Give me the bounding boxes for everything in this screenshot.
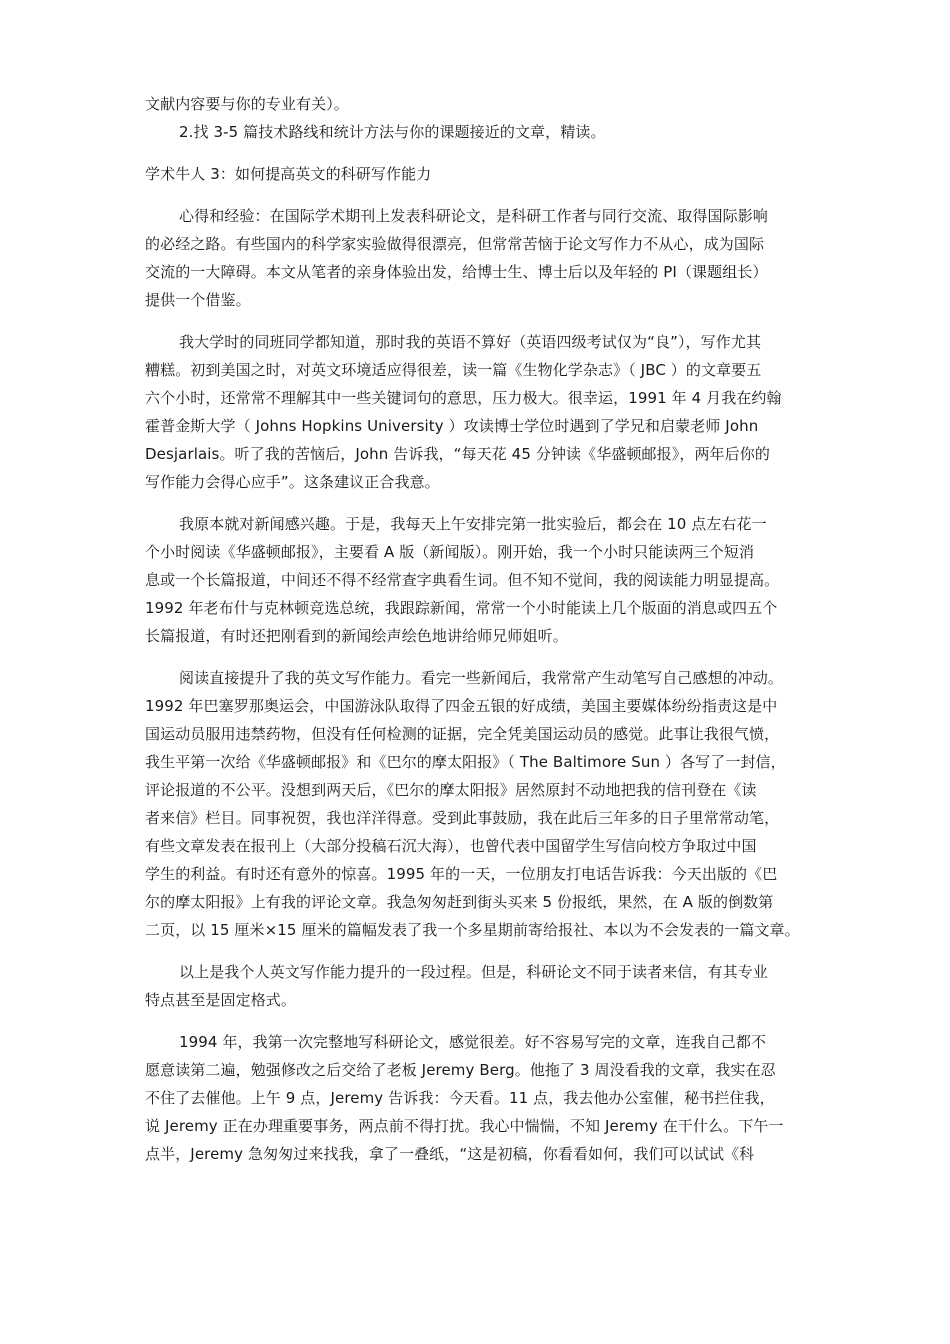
- text-line: 的必经之路。有些国内的科学家实验做得很漂亮，但常常苦恼于论文写作力不从心，成为国际: [145, 235, 765, 253]
- paragraph-gap: [145, 318, 811, 332]
- text-line: 学生的利益。有时还有意外的惊喜。1995 年的一天，一位朋友打电话告诉我：今天出版的《巴: [145, 865, 778, 883]
- text-line: Desjarlais。听了我的苦恼后，John 告诉我，“每天花 45 分钟读《华盛顿邮报》，两年后你的: [145, 445, 770, 463]
- text-line: 长篇报道，有时还把刚看到的新闻绘声绘色地讲给师兄师姐听。: [145, 627, 568, 645]
- paragraph-gap: [145, 500, 811, 514]
- document-page: [145, 94, 811, 1172]
- paragraph-gap: [145, 1018, 811, 1032]
- paragraph-gap: [145, 654, 811, 668]
- text-line: 点半，Jeremy 急匆匆过来找我，拿了一叠纸，“这是初稿，你看看如何，我们可以试试《科: [145, 1145, 755, 1163]
- section-heading: 学术牛人 3：如何提高英文的科研写作能力: [145, 165, 432, 183]
- paragraph-gap: [145, 150, 811, 164]
- text-line: 息或一个长篇报道，中间还不得不经常查字典看生词。但不知不觉间，我的阅读能力明显提高。: [145, 571, 780, 589]
- paragraph-gap: [145, 192, 811, 206]
- text-line: 二页，以 15 厘米×15 厘米的篇幅发表了我一个多星期前寄给报社、本以为不会发表的一篇文章。: [145, 921, 800, 939]
- text-line: 霍普金斯大学（ Johns Hopkins University ）攻读博士学位时遇到了学兄和启蒙老师 John: [145, 417, 759, 435]
- text-line: 我大学时的同班同学都知道，那时我的英语不算好（英语四级考试仅为“良”），写作尤其: [179, 333, 762, 351]
- text-line: 特点甚至是固定格式。: [145, 991, 297, 1009]
- text-line: 糟糕。初到美国之时，对英文环境适应得很差，读一篇《生物化学杂志》（ JBC ）的文章要五: [145, 361, 762, 379]
- text-line: 2.找 3-5 篇技术路线和统计方法与你的课题接近的文章，精读。: [179, 123, 606, 141]
- text-line: 六个小时，还常常不理解其中一些关键词句的意思，压力极大。很幸运，1991 年 4 月我在约翰: [145, 389, 782, 407]
- text-line: 我生平第一次给《华盛顿邮报》和《巴尔的摩太阳报》（ The Baltimore Sun ）各写了一封信，: [145, 753, 786, 771]
- text-line: 1994 年，我第一次完整地写科研论文，感觉很差。好不容易写完的文章，连我自己都不: [179, 1033, 767, 1051]
- text-line: 1992 年巴塞罗那奥运会，中国游泳队取得了四金五银的好成绩，美国主要媒体纷纷指责这是中: [145, 697, 778, 715]
- text-line: 我原本就对新闻感兴趣。于是，我每天上午安排完第一批实验后，都会在 10 点左右花一: [179, 515, 767, 533]
- text-line: 提供一个借鉴。: [145, 291, 251, 309]
- text-line: 不住了去催他。上午 9 点，Jeremy 告诉我：今天看。11 点，我去他办公室催，秘书拦住我，: [145, 1089, 775, 1107]
- text-line: 写作能力会得心应手”。这条建议正合我意。: [145, 473, 440, 491]
- text-line: 有些文章发表在报刊上（大部分投稿石沉大海），也曾代表中国留学生写信向校方争取过中国: [145, 837, 757, 855]
- text-line: 愿意读第二遍，勉强修改之后交给了老板 Jeremy Berg。他拖了 3 周没看我的文章，我实在忍: [145, 1061, 776, 1079]
- text-line: 文献内容要与你的专业有关）。: [145, 95, 349, 113]
- text-line: 交流的一大障碍。本文从笔者的亲身体验出发，给博士生、博士后以及年轻的 PI（课题组长）: [145, 263, 768, 281]
- text-line: 阅读直接提升了我的英文写作能力。看完一些新闻后，我常常产生动笔写自己感想的冲动。: [179, 669, 784, 687]
- text-line: 心得和经验：在国际学术期刊上发表科研论文，是科研工作者与同行交流、取得国际影响: [179, 207, 768, 225]
- text-line: 以上是我个人英文写作能力提升的一段过程。但是，科研论文不同于读者来信，有其专业: [179, 963, 768, 981]
- text-line: 国运动员服用违禁药物，但没有任何检测的证据，完全凭美国运动员的感觉。此事让我很气愤，: [145, 725, 780, 743]
- text-line: 个小时阅读《华盛顿邮报》，主要看 A 版（新闻版）。刚开始，我一个小时只能读两三个短消: [145, 543, 755, 561]
- text-line: 尔的摩太阳报》上有我的评论文章。我急匆匆赶到街头买来 5 份报纸，果然，在 A 版的倒数第: [145, 893, 774, 911]
- text-line: 评论报道的不公平。没想到两天后，《巴尔的摩太阳报》居然原封不动地把我的信刊登在《读: [145, 781, 757, 799]
- text-line: 说 Jeremy 正在办理重要事务，两点前不得打扰。我心中惴惴，不知 Jeremy 在干什么。下午一: [145, 1117, 784, 1135]
- paragraph-gap: [145, 948, 811, 962]
- text-line: 1992 年老布什与克林顿竞选总统，我跟踪新闻，常常一个小时能读上几个版面的消息或四五个: [145, 599, 778, 617]
- text-line: 者来信》栏目。同事祝贺，我也洋洋得意。受到此事鼓励，我在此后三年多的日子里常常动笔，: [145, 809, 780, 827]
